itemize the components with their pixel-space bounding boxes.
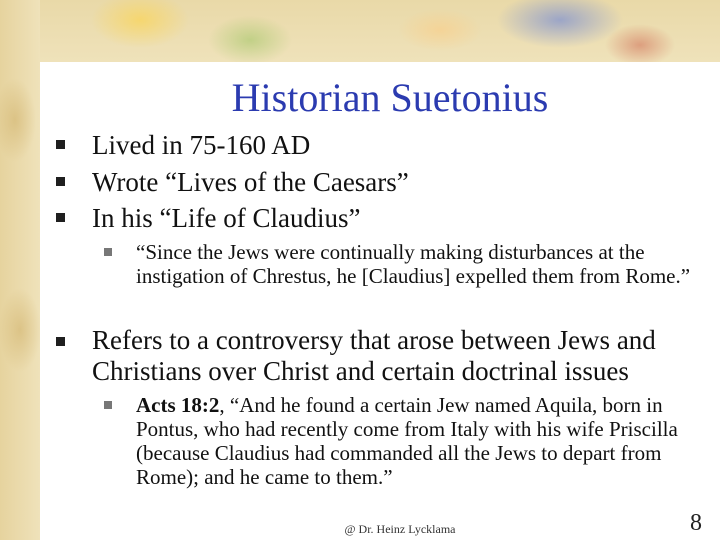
bullet-square-icon [56,213,65,222]
page-number: 8 [690,510,702,536]
bullet-wrote: Wrote “Lives of the Caesars” [92,167,409,197]
sub-bullet-quote: “Since the Jews were continually making disturbances at the instigation of Chrestus, he [Claudius] expelled them from Rome.” [136,240,691,288]
bullet-controversy: Refers to a controversy that arose between Jews and Christians over Christ and certain doctrinal issues [92,325,656,386]
footer-author: @ Dr. Heinz Lycklama [344,522,456,536]
bullet-square-icon [56,140,65,149]
bullet-square-icon [56,177,65,186]
acts-reference: Acts 18:2 [136,393,220,417]
acts-text: , “And he found a certain Jew named Aquila, born in Pontus, who had recently come from Italy with his wife Priscilla (because Claudius had commanded all the Jews to depart from Rome); and he came to them.” [136,393,678,489]
slide-title: Historian Suetonius [231,75,549,120]
sub-bullet-acts [136,393,696,489]
bullet-square-icon [56,337,65,346]
bullet-lived: Lived in 75-160 AD [92,130,311,160]
decorative-leaf-border-top [0,0,720,62]
bullet-life-of-claudius: In his “Life of Claudius” [92,203,361,233]
sub-bullet-square-icon [104,248,112,256]
sub-bullet-square-icon [104,401,112,409]
